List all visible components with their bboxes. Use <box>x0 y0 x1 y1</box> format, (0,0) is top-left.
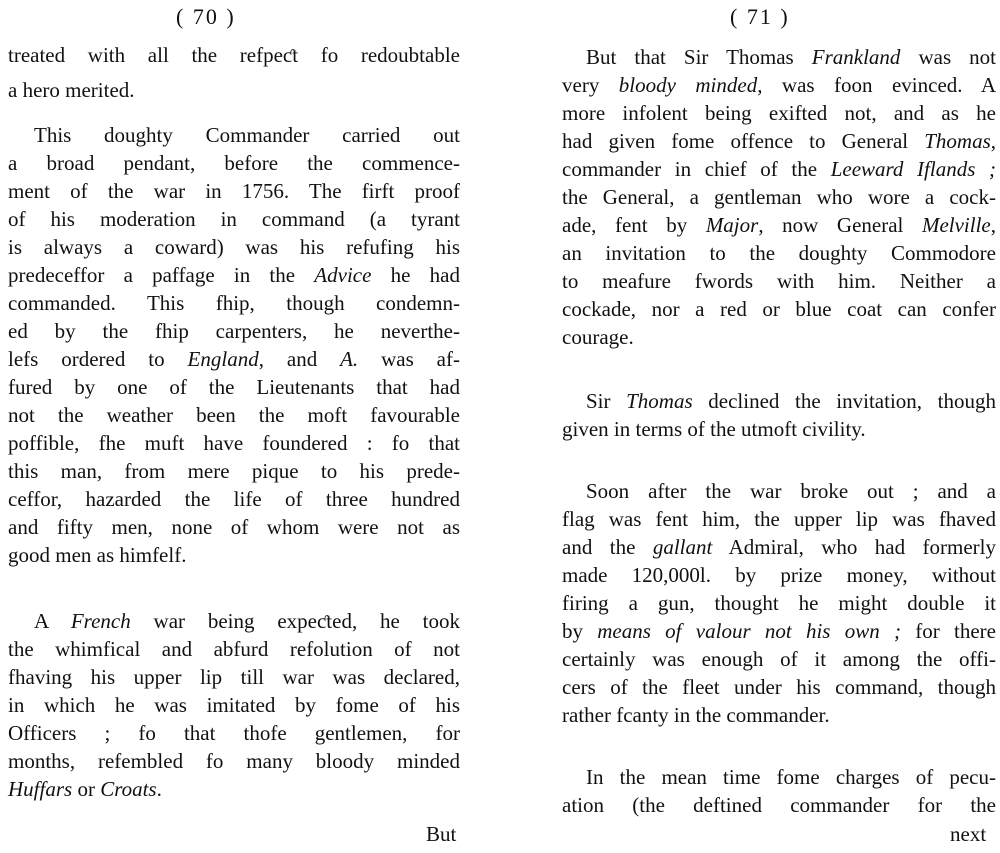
page-number: ( 71 ) <box>730 4 790 29</box>
text-line: a broad pendant, before the commence- <box>8 151 460 175</box>
text-line: more infolent being exifted not, and as he <box>562 101 996 125</box>
text-line: fured by one of the Lieutenants that had <box>8 375 460 399</box>
text-line: by means of valour not his own ; for there <box>562 619 996 643</box>
text-line: made 120,000l. by prize money, without <box>562 563 996 587</box>
text-line: very bloody minded, was foon evinced. A <box>562 73 996 97</box>
text-line: Officers ; fo that thofe gentlemen, for <box>8 721 460 745</box>
text-line: is always a coward) was his refufing his <box>8 235 460 259</box>
page-number: ( 70 ) <box>176 4 236 29</box>
text-line: But that Sir Thomas Frankland was not <box>586 45 996 69</box>
text-line: the General, a gentleman who wore a cock- <box>562 185 996 209</box>
text-line: commander in chief of the Leeward Iflands ; <box>562 157 996 181</box>
text-line: In the mean time fome charges of pecu- <box>586 765 996 789</box>
text-line: treated with all the refpeƈt fo redoubtable <box>8 43 460 67</box>
text-line: This doughty Commander carried out <box>34 123 460 147</box>
text-line: cockade, nor a red or blue coat can confer <box>562 297 996 321</box>
text-line: given in terms of the utmoft civility. <box>562 417 866 441</box>
text-line: predeceffor a paffage in the Advice he had <box>8 263 460 287</box>
text-line: of his moderation in command (a tyrant <box>8 207 460 231</box>
text-line: fhaving his upper lip till war was declared, <box>8 665 460 689</box>
text-line: A French war being expeƈted, he took <box>34 609 460 633</box>
text-line: courage. <box>562 325 634 349</box>
text-line: rather fcanty in the commander. <box>562 703 830 727</box>
text-line: ceffor, hazarded the life of three hundred <box>8 487 460 511</box>
text-line: cers of the fleet under his command, though <box>562 675 996 699</box>
text-line: poffible, fhe muft have foundered : fo that <box>8 431 460 455</box>
text-line: to meafure fwords with him. Neither a <box>562 269 996 293</box>
text-line: an invitation to the doughty Commodore <box>562 241 996 265</box>
text-line: in which he was imitated by fome of his <box>8 693 460 717</box>
catchword: next <box>950 822 987 846</box>
text-line: a hero merited. <box>8 78 135 102</box>
text-line: ade, fent by Major, now General Melville, <box>562 213 996 237</box>
text-line: had given fome offence to General Thomas, <box>562 129 996 153</box>
text-line: the whimfical and abfurd refolution of not <box>8 637 460 661</box>
text-line: months, refembled fo many bloody minded <box>8 749 460 773</box>
text-line: Huffars or Croats. <box>8 777 162 801</box>
left-page <box>8 0 460 853</box>
text-line: ation (the deftined commander for the <box>562 793 996 817</box>
text-line: ed by the fhip carpenters, he neverthe- <box>8 319 460 343</box>
text-line: lefs ordered to England, and A. was af- <box>8 347 460 371</box>
text-line: firing a gun, thought he might double it <box>562 591 996 615</box>
text-line: good men as himfelf. <box>8 543 187 567</box>
text-line: not the weather been the moft favourable <box>8 403 460 427</box>
catchword: But <box>426 822 457 846</box>
text-line: commanded. This fhip, though condemn- <box>8 291 460 315</box>
right-page <box>562 0 996 853</box>
text-line: and the gallant Admiral, who had formerly <box>562 535 997 559</box>
text-line: this man, from mere pique to his prede- <box>8 459 460 483</box>
text-line: Sir Thomas declined the invitation, though <box>586 389 996 413</box>
text-line: ment of the war in 1756. The firft proof <box>8 179 460 203</box>
text-line: Soon after the war broke out ; and a <box>586 479 996 503</box>
text-line: and fifty men, none of whom were not as <box>8 515 460 539</box>
text-line: certainly was enough of it among the offi- <box>562 647 996 671</box>
text-line: flag was fent him, the upper lip was fhaved <box>562 507 996 531</box>
